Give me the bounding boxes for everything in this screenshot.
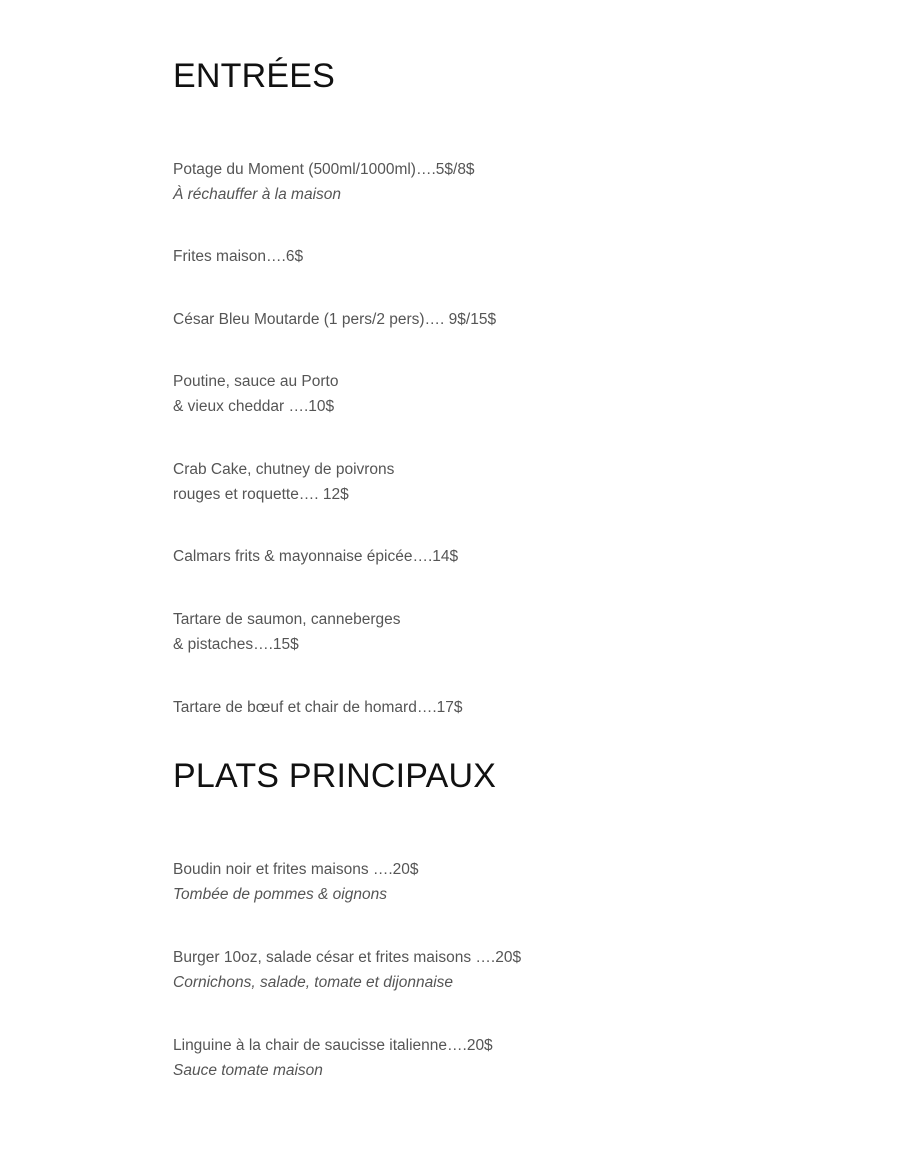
menu-item — [173, 307, 496, 332]
menu-item — [173, 945, 521, 995]
menu-item — [173, 457, 394, 507]
menu-item — [173, 607, 400, 657]
item-name: Tartare de bœuf et chair de homard….17$ — [173, 699, 463, 716]
item-name: Crab Cake, chutney de poivrons — [173, 461, 395, 478]
item-name: Boudin noir et frites maisons ….20$ — [173, 861, 419, 878]
item-name-continued: & pistaches….15$ — [173, 636, 299, 653]
item-description: À réchauffer à la maison — [173, 186, 342, 203]
item-name: Burger 10oz, salade césar et frites maisons ….20$ — [173, 949, 522, 966]
item-name: Tartare de saumon, canneberges — [173, 611, 401, 628]
menu-item — [173, 1033, 493, 1083]
menu-item — [173, 857, 419, 907]
item-description: Tombée de pommes & oignons — [173, 886, 387, 903]
item-name: Poutine, sauce au Porto — [173, 373, 339, 390]
menu-item — [173, 369, 338, 419]
menu-item — [173, 544, 458, 569]
menu-item — [173, 157, 475, 207]
menu-item — [173, 695, 462, 720]
item-name: Linguine à la chair de saucisse italienne….20$ — [173, 1037, 493, 1054]
item-description: Cornichons, salade, tomate et dijonnaise — [173, 974, 454, 991]
item-description: Sauce tomate maison — [173, 1062, 323, 1079]
item-name: César Bleu Moutarde (1 pers/2 pers)…. 9$/15$ — [173, 311, 497, 328]
section-title-plats-principaux: PLATS PRINCIPAUX — [173, 757, 497, 795]
item-name-continued: & vieux cheddar ….10$ — [173, 398, 335, 415]
item-name: Calmars frits & mayonnaise épicée….14$ — [173, 548, 459, 565]
section-title-entrees: ENTRÉES — [173, 57, 335, 95]
item-name: Frites maison….6$ — [173, 248, 304, 265]
item-name-continued: rouges et roquette…. 12$ — [173, 486, 349, 503]
menu-item — [173, 244, 303, 269]
item-name: Potage du Moment (500ml/1000ml)….5$/8$ — [173, 161, 475, 178]
